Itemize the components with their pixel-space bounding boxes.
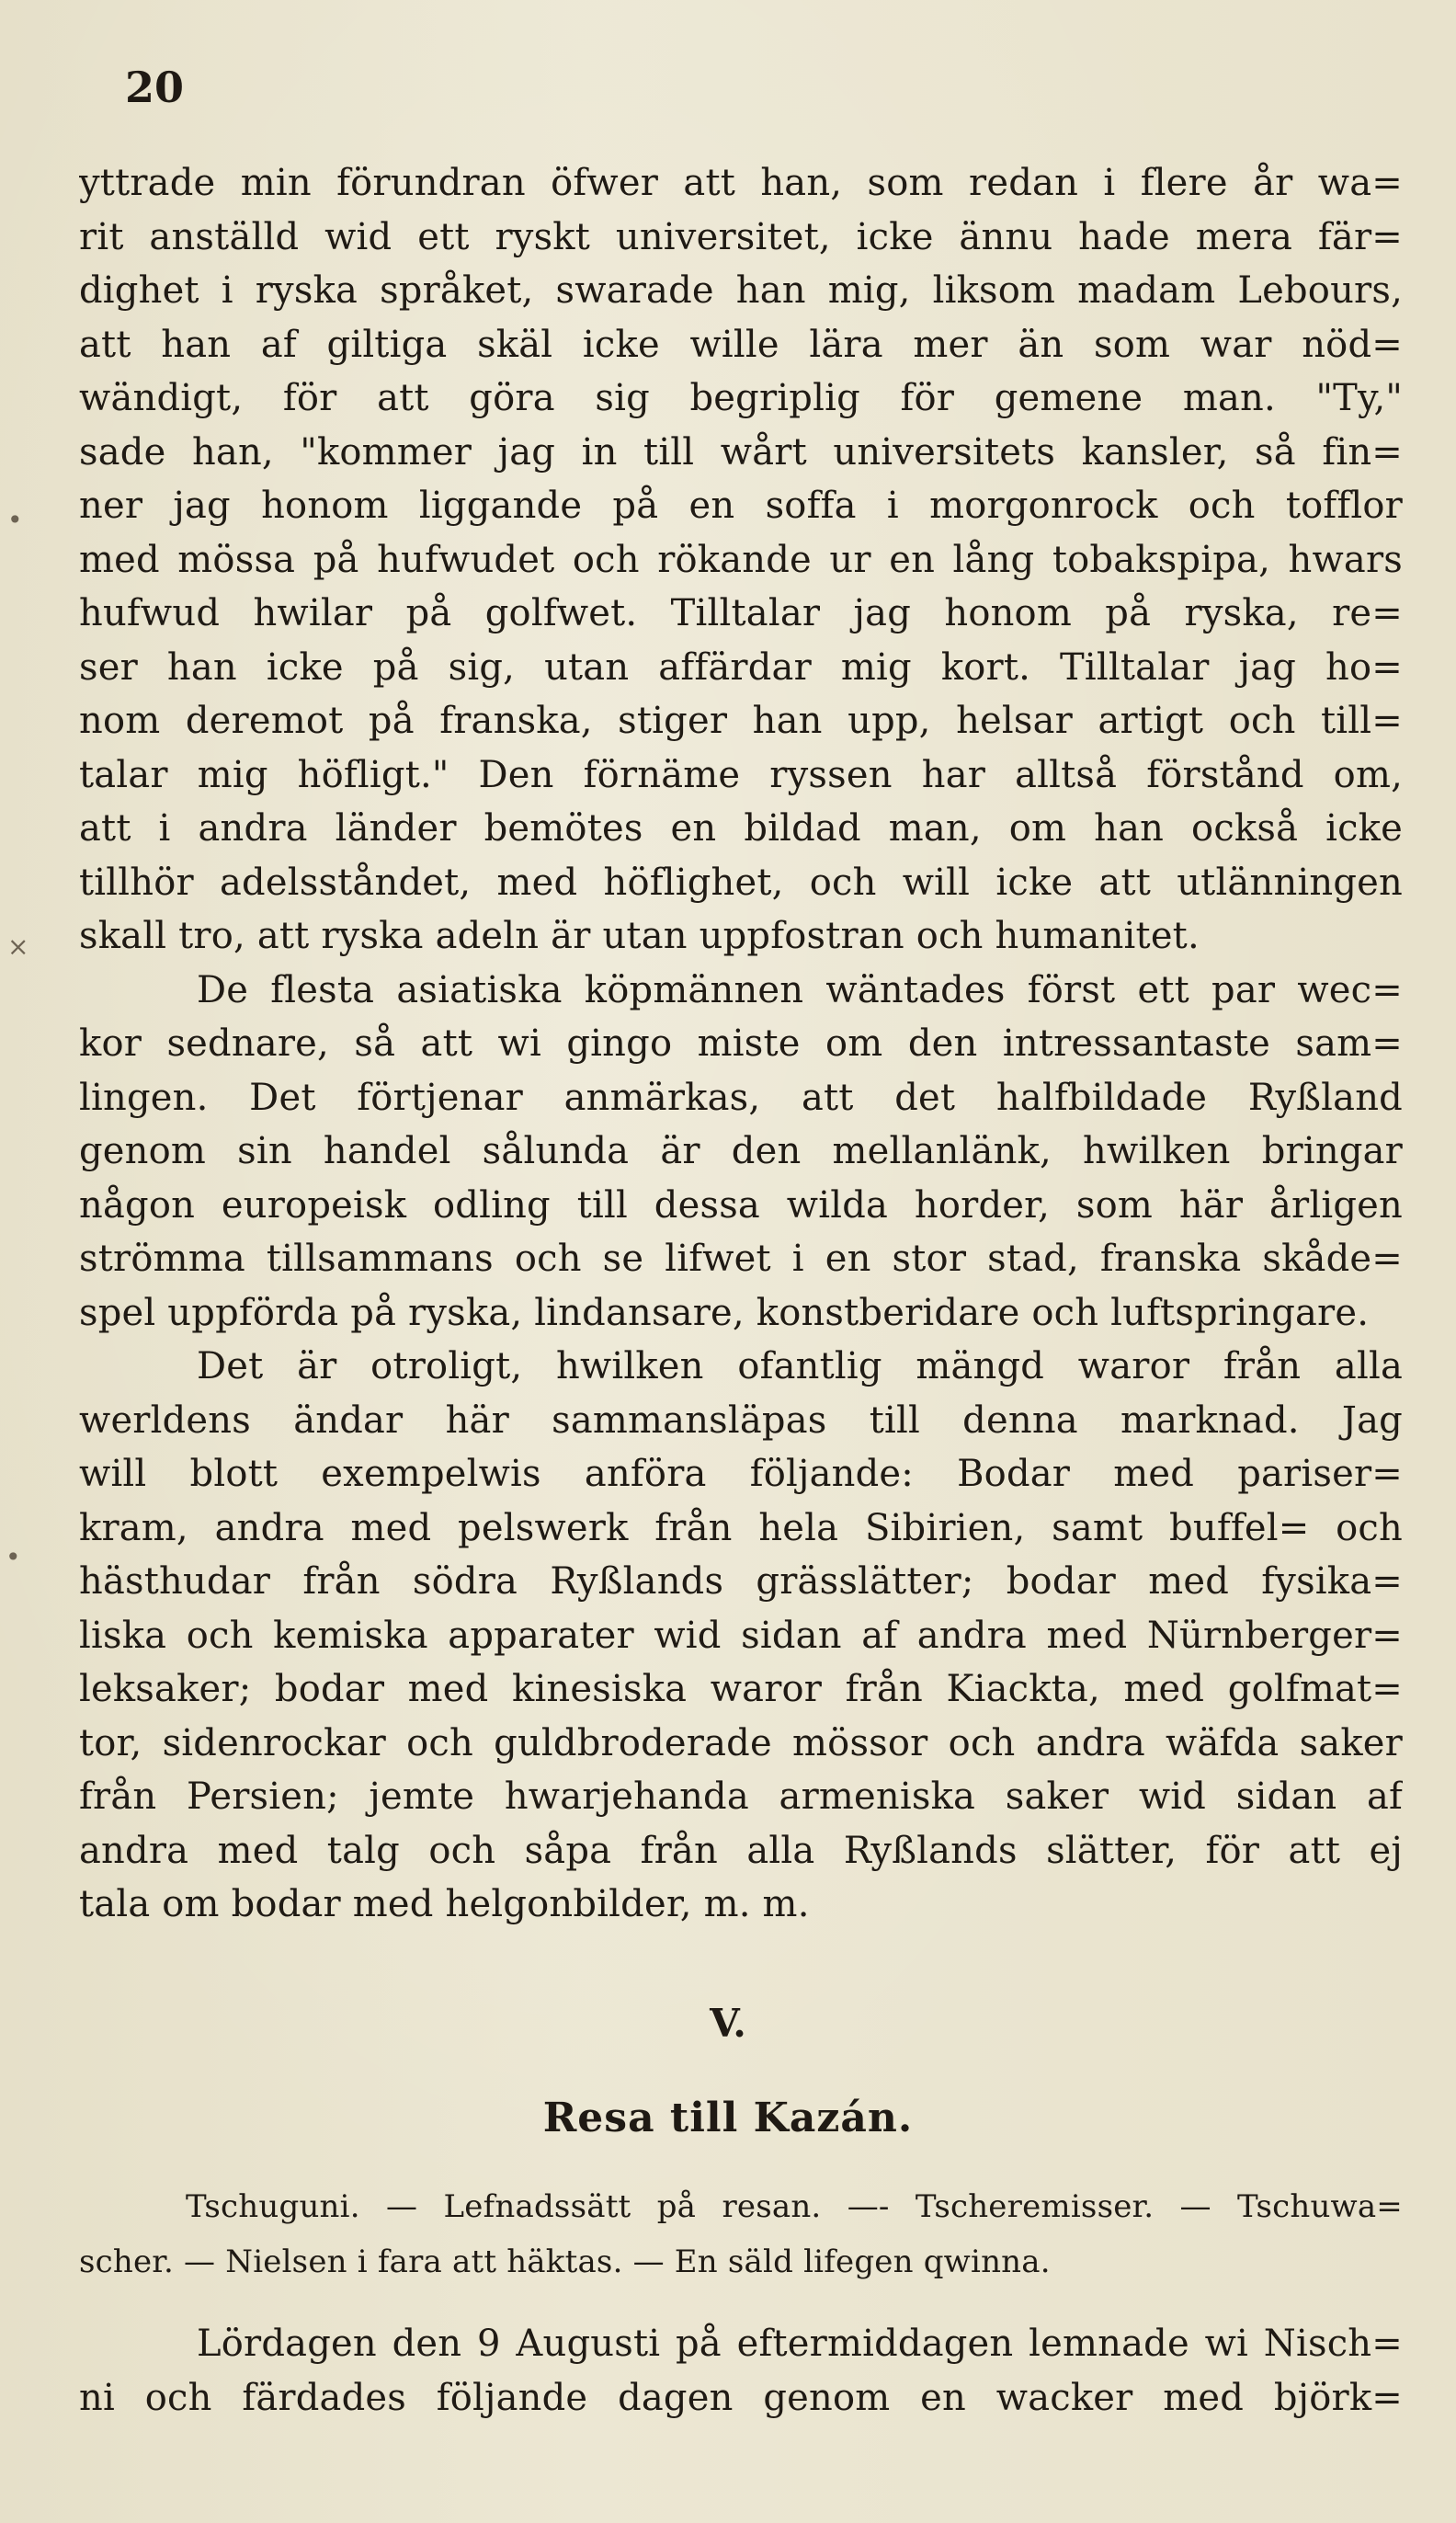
text-line: sade han, "kommer jag in till wårt universitets kansler, så fin= (79, 430, 1403, 474)
text-line: kor sednare, så att wi gingo miste om den intressantaste sam= (79, 1022, 1403, 1065)
text-line: will blott exempelwis anföra följande: Bodar med pariser= (79, 1453, 1403, 1495)
text-line: lingen. Det förtjenar anmärkas, att det halfbildade Ryßland (79, 1076, 1403, 1119)
text-line: någon europeisk odling till dessa wilda horder, som här årligen (79, 1183, 1403, 1227)
text-line: yttrade min förundran öfwer att han, som redan i flere år wa= (79, 162, 1403, 204)
text-line: De flesta asiatiska köpmännen wäntades först ett par wec= (197, 968, 1403, 1011)
main-text-block (79, 156, 1403, 1932)
text-line: ser han icke på sig, utan affärdar mig kort. Tilltalar jag ho= (79, 645, 1403, 689)
text-line: skall tro, att ryska adeln är utan uppfostran och humanitet. (79, 915, 1200, 957)
margin-cross-icon: × (7, 931, 29, 962)
text-line: leksaker; bodar med kinesiska waror från Kiackta, med golfmat= (79, 1668, 1403, 1710)
summary-line: Tschuguni. — Lefnadssätt på resan. —- Tscheremisser. — Tschuwa= (186, 2188, 1403, 2225)
page-number: 20 (125, 63, 185, 112)
text-line: ni och färdades följande dagen genom en wacker med björk= (79, 2376, 1403, 2419)
chapter-opening-text (79, 2317, 1403, 2425)
chapter-title: Resa till Kazán. (542, 2095, 914, 2141)
text-line: andra med talg och såpa från alla Ryßlands slätter, för att ej (79, 1829, 1403, 1872)
text-line: wändigt, för att göra sig begriplig för gemene man. "Ty," (79, 377, 1403, 419)
margin-dash-icon: • (6, 1542, 21, 1572)
chapter-number: V. (710, 2001, 746, 2046)
text-line: Lördagen den 9 Augusti på eftermiddagen lemnade wi Nisch= (197, 2323, 1403, 2365)
text-line: hästhudar från södra Ryßlands grässlätter; bodar med fysika= (79, 1560, 1403, 1603)
text-line: Det är otroligt, hwilken ofantlig mängd waror från alla (197, 1345, 1403, 1387)
text-line: liska och kemiska apparater wid sidan af andra med Nürnberger= (79, 1614, 1403, 1657)
text-line: med mössa på hufwudet och rökande ur en lång tobakspipa, hwars (79, 538, 1403, 581)
text-line: rit anställd wid ett ryskt universitet, icke ännu hade mera fär= (79, 215, 1403, 258)
text-line: från Persien; jemte hwarjehanda armeniska saker wid sidan af (79, 1775, 1403, 1818)
text-line: dighet i ryska språket, swarade han mig, liksom madam Lebours, (79, 269, 1403, 312)
text-line: tor, sidenrockar och guldbroderade mössor och andra wäfda saker (79, 1721, 1403, 1764)
text-line: strömma tillsammans och se lifwet i en stor stad, franska skåde= (79, 1238, 1403, 1280)
text-line: att i andra länder bemötes en bildad man, om han också icke (79, 807, 1403, 850)
text-line: werldens ändar här sammansläpas till denna marknad. Jag (79, 1398, 1403, 1442)
summary-line: scher. — Nielsen i fara att häktas. — En säld lifegen qwinna. (79, 2243, 1051, 2280)
text-line: nom deremot på franska, stiger han upp, helsar artigt och till= (79, 700, 1403, 742)
text-line: spel uppförda på ryska, lindansare, konstberidare och luftspringare. (79, 1291, 1370, 1334)
chapter-summary (79, 2179, 1403, 2289)
text-line: ner jag honom liggande på en soffa i morgonrock och tofflor (79, 485, 1403, 527)
text-line: tillhör adelsståndet, med höflighet, och will icke att utlänningen (79, 861, 1403, 904)
text-line: talar mig höfligt." Den förnäme ryssen har alltså förstånd om, (79, 753, 1403, 796)
text-line: hufwud hwilar på golfwet. Tilltalar jag honom på ryska, re= (79, 592, 1403, 634)
text-line: tala om bodar med helgonbilder, m. m. (79, 1883, 810, 1925)
text-line: kram, andra med pelswerk från hela Sibirien, samt buffel= och (79, 1506, 1403, 1549)
text-line: att han af giltiga skäl icke wille lära mer än som war nöd= (79, 323, 1403, 366)
margin-dot-icon: • (7, 505, 23, 535)
text-line: genom sin handel sålunda är den mellanlänk, hwilken bringar (79, 1130, 1403, 1172)
